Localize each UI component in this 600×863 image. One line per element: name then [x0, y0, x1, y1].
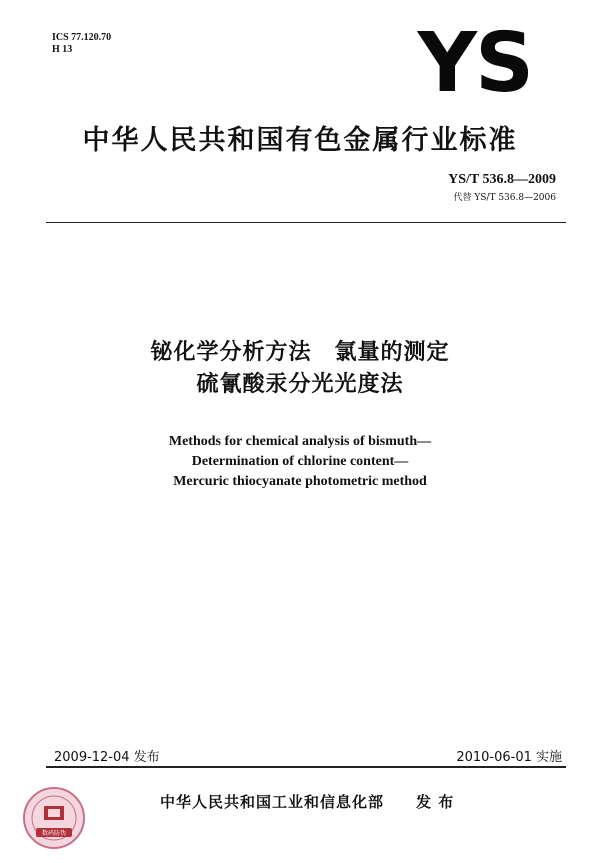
ics-classification — [52, 32, 111, 56]
industry-standard-title: 中华人民共和国有色金属行业标准 — [82, 125, 518, 156]
english-title-line-2: Determination of chlorine content— — [191, 454, 409, 469]
replaces-standard: 代替 YS/T 536.8—2006 — [453, 193, 556, 203]
ys-logo: YS — [417, 16, 532, 111]
english-title — [0, 432, 600, 492]
implementation-date: 2010-06-01 实施 — [456, 750, 562, 765]
class-code: H 13 — [52, 44, 73, 55]
ics-code: ICS 77.120.70 — [52, 32, 112, 43]
standard-number: YS/T 536.8—2009 — [448, 172, 556, 187]
seal-label: 数码防伪 — [41, 830, 67, 837]
issue-date: 2009-12-04 发布 — [54, 750, 160, 765]
chinese-title-line-2: 硫氰酸汞分光光度法 — [196, 372, 404, 397]
english-title-line-3: Mercuric thiocyanate photometric method — [173, 474, 427, 489]
english-title-line-1: Methods for chemical analysis of bismuth— — [168, 434, 432, 449]
anti-counterfeit-seal-icon — [22, 786, 86, 850]
issuing-authority: 中华人民共和国工业和信息化部 发 布 — [160, 793, 455, 811]
header-divider — [46, 222, 566, 223]
chinese-title — [0, 337, 600, 401]
footer-divider — [46, 766, 566, 768]
chinese-title-line-1: 铋化学分析方法 氯量的测定 — [150, 340, 450, 365]
